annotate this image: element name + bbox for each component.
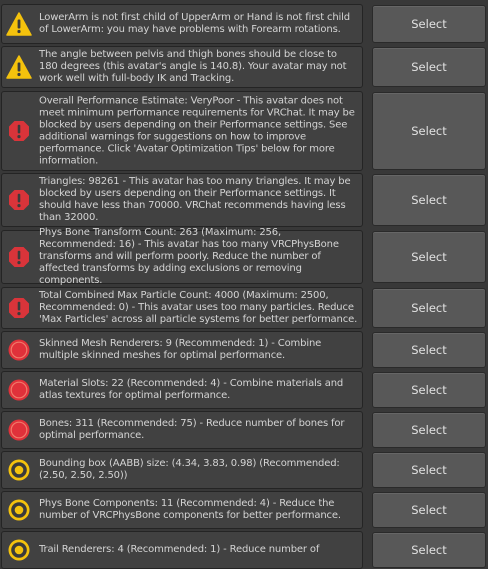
select-button[interactable]: Select: [372, 532, 486, 568]
validation-message-row: [0, 227, 488, 286]
error-exclamation-icon: [6, 118, 32, 144]
select-button[interactable]: Select: [372, 5, 486, 43]
select-button[interactable]: Select: [372, 492, 486, 528]
select-button[interactable]: Select: [372, 372, 486, 408]
message-text: Phys Bone Transform Count: 263 (Maximum: 256, Recommended: 16) - This avatar has too many VRCPhysBone transforms and will perform poorly. Reduce the number of affected transforms by adding exclusions or removing components.: [39, 227, 339, 286]
select-button[interactable]: Select: [372, 92, 486, 170]
validation-message-row: [0, 451, 488, 489]
validation-message-row: [0, 173, 488, 227]
help-box: [1, 287, 363, 329]
red-circle-icon: [6, 377, 32, 403]
help-box: [1, 227, 363, 286]
validation-message-row: [0, 46, 488, 88]
select-button[interactable]: Select: [372, 412, 486, 448]
error-exclamation-icon: [6, 244, 32, 270]
message-text: Skinned Mesh Renderers: 9 (Recommended: 1) - Combine multiple skinned meshes for optimal performance.: [39, 338, 322, 361]
yellow-circle-icon: [6, 537, 32, 563]
error-exclamation-icon: [6, 187, 32, 213]
message-text: Phys Bone Components: 11 (Recommended: 4) - Reduce the number of VRCPhysBone components for better performance.: [39, 498, 341, 521]
error-exclamation-icon: [6, 295, 32, 321]
select-button[interactable]: Select: [372, 231, 486, 283]
select-button[interactable]: Select: [372, 174, 486, 226]
message-text: Bounding box (AABB) size: (4.34, 3.83, 0.98) (Recommended: (2.50, 2.50, 2.50)): [39, 458, 340, 481]
yellow-circle-icon: [6, 457, 32, 483]
message-text: Trail Renderers: 4 (Recommended: 1) - Reduce number of: [39, 544, 320, 556]
help-box: [1, 173, 363, 227]
warning-triangle-icon: [6, 54, 32, 80]
select-button[interactable]: Select: [372, 452, 486, 488]
select-button[interactable]: Select: [372, 332, 486, 368]
yellow-circle-icon: [6, 497, 32, 523]
help-box: [1, 531, 363, 569]
message-text: Total Combined Max Particle Count: 4000 (Maximum: 2500, Recommended: 0) - This avatar uses too many particles. Reduce 'Max Particles' across all particle systems for better performance.: [39, 290, 358, 325]
validation-message-row: [0, 331, 488, 369]
message-text: Overall Performance Estimate: VeryPoor - This avatar does not meet minimum performance requirements for VRChat. It may be blocked by users depending on their Performance settings. See additional warnings for suggestions on how to improve performance. Click 'Avatar Optimization Tips' below for more information.: [39, 95, 355, 166]
message-text: LowerArm is not first child of UpperArm or Hand is not first child of LowerArm: you may have problems with Forearm rotations.: [39, 12, 351, 35]
help-box: [1, 411, 363, 449]
red-circle-icon: [6, 337, 32, 363]
validation-message-row: [0, 287, 488, 329]
help-box: [1, 371, 363, 409]
help-box: [1, 4, 363, 44]
help-box: [1, 91, 363, 171]
help-box: [1, 451, 363, 489]
validation-message-row: [0, 531, 488, 569]
message-text: Triangles: 98261 - This avatar has too many triangles. It may be blocked by users depending on their Performance settings. It should have less than 70000. VRChat recommends having less than 32000.: [39, 176, 351, 223]
help-box: [1, 46, 363, 88]
validation-message-row: [0, 411, 488, 449]
message-text: The angle between pelvis and thigh bones should be close to 180 degrees (this avatar's angle is 140.8). Your avatar may not work well with full-body IK and Tracking.: [39, 49, 347, 84]
warning-triangle-icon: [6, 11, 32, 37]
validation-message-row: [0, 4, 488, 44]
help-box: [1, 491, 363, 529]
validation-message-row: [0, 371, 488, 409]
help-box: [1, 331, 363, 369]
message-text: Bones: 311 (Recommended: 75) - Reduce number of bones for optimal performance.: [39, 418, 345, 441]
validation-message-row: [0, 91, 488, 171]
select-button[interactable]: Select: [372, 288, 486, 328]
validation-message-row: [0, 491, 488, 529]
message-text: Material Slots: 22 (Recommended: 4) - Combine materials and atlas textures for optimal performance.: [39, 378, 344, 401]
select-button[interactable]: Select: [372, 47, 486, 87]
red-circle-icon: [6, 417, 32, 443]
